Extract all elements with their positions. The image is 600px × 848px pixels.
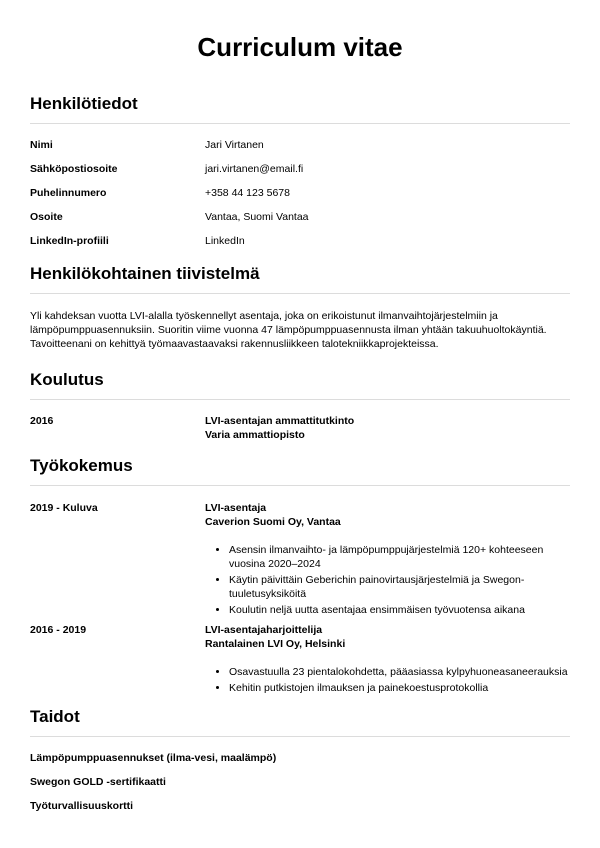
document-title: Curriculum vitae bbox=[197, 32, 403, 62]
list-item: • Kehitin putkistojen ilmauksen ja painekoestusprotokollia bbox=[229, 681, 570, 695]
personal-row-name bbox=[30, 139, 570, 152]
linkedin-label: LinkedIn-profiili bbox=[30, 235, 109, 247]
experience-bullets bbox=[205, 665, 570, 695]
experience-section bbox=[30, 455, 570, 695]
experience-period: 2019 - Kuluva bbox=[30, 502, 98, 514]
address-label: Osoite bbox=[30, 211, 63, 223]
email-label: Sähköpostiosoite bbox=[30, 163, 118, 175]
list-item: • Asensin ilmanvaihto- ja lämpöpumppujärjestelmiä 120+ kohteeseen vuosina 2020–2024 bbox=[229, 543, 570, 571]
education-details bbox=[205, 415, 570, 442]
address-value: Vantaa, Suomi Vantaa bbox=[205, 211, 309, 223]
experience-company: Caverion Suomi Oy, Vantaa bbox=[205, 516, 341, 528]
education-school: Varia ammattiopisto bbox=[205, 429, 305, 441]
experience-heading: Työkokemus bbox=[30, 455, 570, 486]
personal-row-email bbox=[30, 163, 570, 176]
experience-company: Rantalainen LVI Oy, Helsinki bbox=[205, 638, 346, 650]
personal-info-section bbox=[30, 93, 570, 248]
experience-role: LVI-asentaja bbox=[205, 502, 267, 514]
experience-entry bbox=[30, 502, 570, 617]
name-value: Jari Virtanen bbox=[205, 139, 264, 151]
education-degree: LVI-asentajan ammattitutkinto bbox=[205, 415, 355, 427]
name-label: Nimi bbox=[30, 139, 53, 151]
skills-list bbox=[30, 752, 570, 813]
skills-heading: Taidot bbox=[30, 706, 570, 737]
summary-heading: Henkilökohtainen tiivistelmä bbox=[30, 263, 570, 294]
personal-info-list bbox=[30, 139, 570, 248]
experience-header bbox=[205, 624, 570, 651]
list-item: Lämpöpumppuasennukset (ilma-vesi, maalämpö) bbox=[30, 752, 277, 764]
education-year: 2016 bbox=[30, 415, 54, 427]
personal-row-linkedin bbox=[30, 235, 570, 248]
experience-role: LVI-asentajaharjoittelija bbox=[205, 624, 323, 636]
list-item: Työturvallisuuskortti bbox=[30, 800, 134, 812]
personal-row-address bbox=[30, 211, 570, 224]
education-heading: Koulutus bbox=[30, 369, 570, 400]
experience-entry bbox=[30, 624, 570, 695]
experience-header bbox=[205, 502, 570, 529]
education-entry bbox=[30, 415, 570, 442]
experience-period: 2016 - 2019 bbox=[30, 624, 87, 636]
experience-bullets bbox=[205, 543, 570, 617]
education-section bbox=[30, 369, 570, 442]
list-item: • Koulutin neljä uutta asentajaa ensimmäisen työvuotensa aikana bbox=[229, 603, 570, 617]
summary-text: Yli kahdeksan vuotta LVI-alalla työskennellyt asentaja, joka on erikoistunut ilmanvaihtojärjestelmiin ja lämpöpumppuasennuksiin. Suoritin viime vuonna 47 lämpöpumppuasennusta ilman yhtään takuuhuoltokäyntiä. Tavoitteenani on kehittyä työmaavastaavaksi rakennusliikkeen talotekniikkaprojekteissa. bbox=[30, 310, 547, 350]
linkedin-link[interactable]: LinkedIn bbox=[205, 235, 245, 247]
skills-section bbox=[30, 706, 570, 813]
phone-value: +358 44 123 5678 bbox=[205, 187, 290, 199]
email-value[interactable]: jari.virtanen@email.fi bbox=[205, 163, 304, 175]
personal-row-phone bbox=[30, 187, 570, 200]
summary-section bbox=[30, 263, 570, 351]
personal-info-heading: Henkilötiedot bbox=[30, 93, 570, 124]
list-item: • Osavastuulla 23 pientalokohdetta, pääasiassa kylpyhuoneasaneerauksia bbox=[229, 665, 570, 679]
phone-label: Puhelinnumero bbox=[30, 187, 107, 199]
list-item: Swegon GOLD -sertifikaatti bbox=[30, 776, 166, 788]
list-item: • Käytin päivittäin Geberichin painovirtausjärjestelmiä ja Swegon-tuuletusyksiköitä bbox=[229, 573, 570, 601]
